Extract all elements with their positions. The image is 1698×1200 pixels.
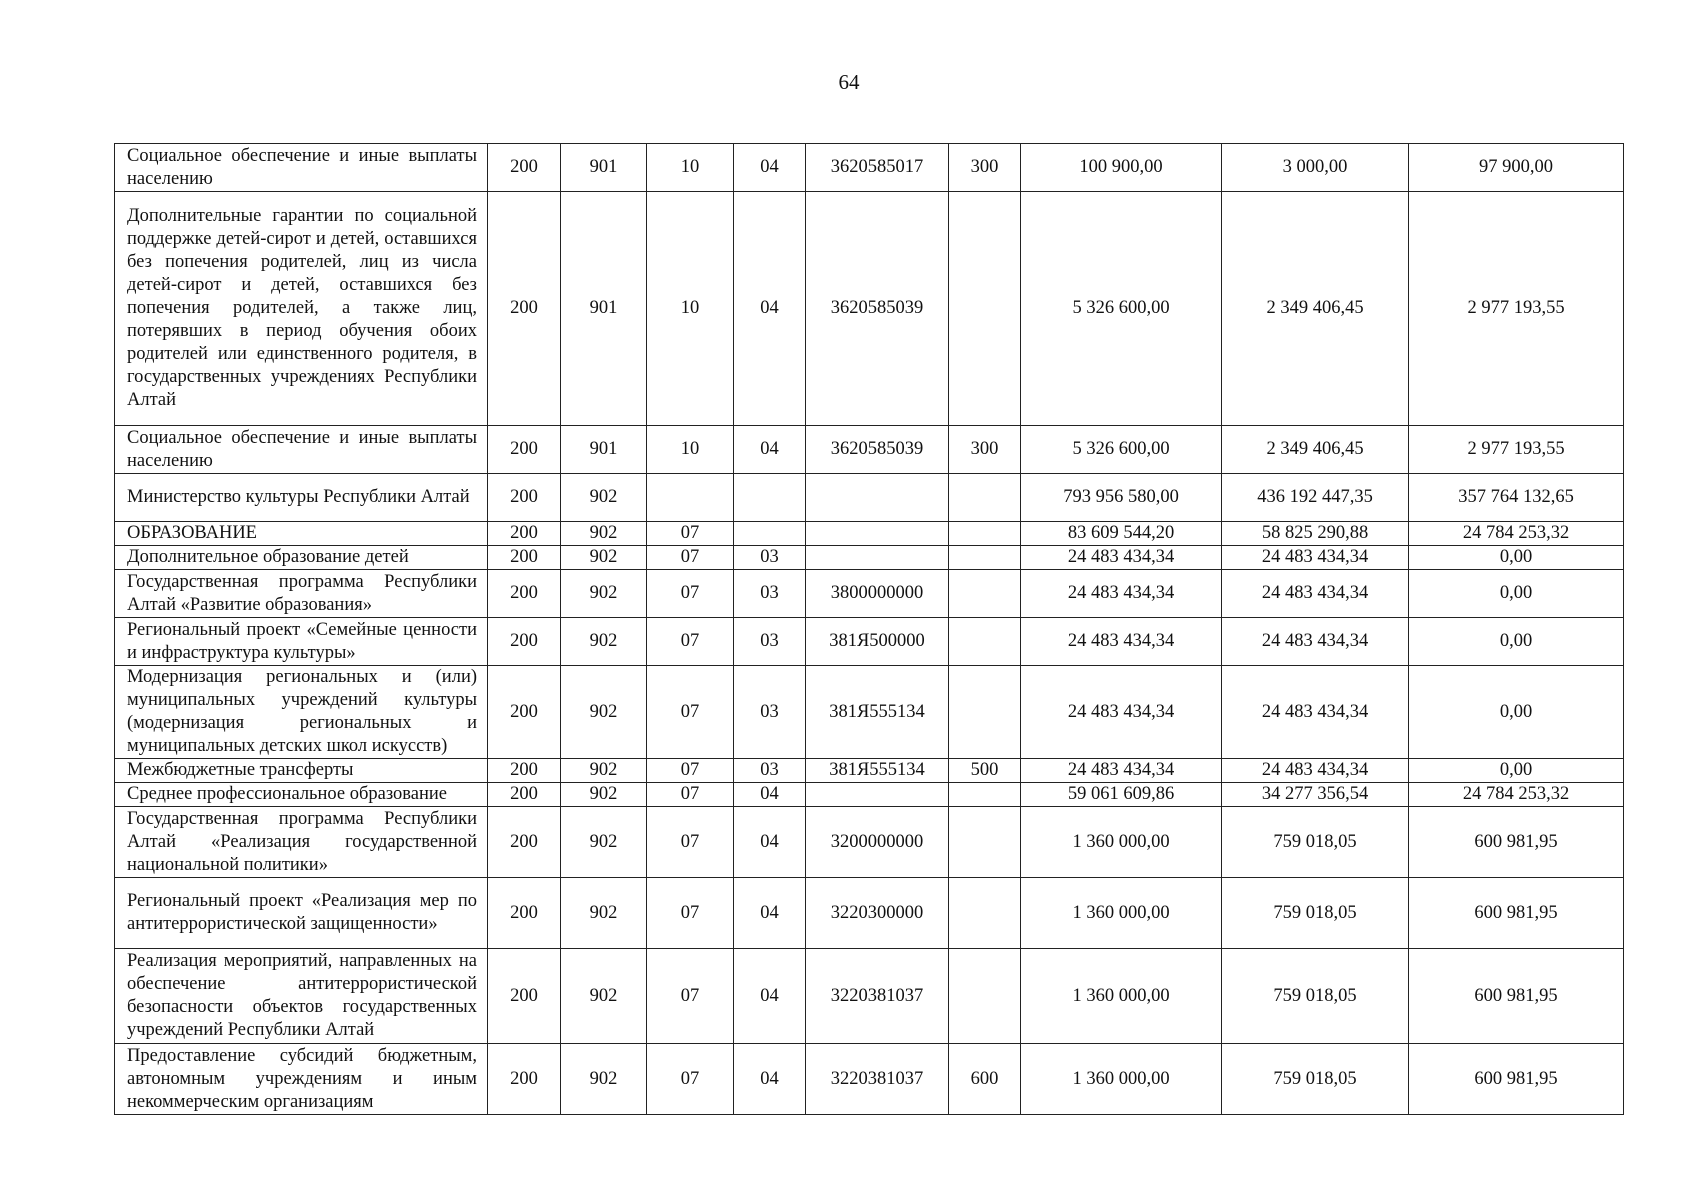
cell-sum-executed: 2 349 406,45 xyxy=(1222,426,1409,474)
cell-sum-executed: 34 277 356,54 xyxy=(1222,783,1409,807)
cell-ved: 902 xyxy=(561,878,647,949)
cell-sum-executed: 24 483 434,34 xyxy=(1222,570,1409,618)
cell-pr: 04 xyxy=(734,144,806,192)
cell-ved: 902 xyxy=(561,783,647,807)
cell-pr: 04 xyxy=(734,1044,806,1115)
cell-sum-remainder: 24 784 253,32 xyxy=(1409,522,1624,546)
cell-sum-total: 1 360 000,00 xyxy=(1021,878,1222,949)
cell-vr: 300 xyxy=(949,426,1021,474)
cell-vr: 300 xyxy=(949,144,1021,192)
cell-sum-remainder: 2 977 193,55 xyxy=(1409,426,1624,474)
cell-pr: 03 xyxy=(734,759,806,783)
cell-sum-remainder: 24 784 253,32 xyxy=(1409,783,1624,807)
cell-csr: 381Я555134 xyxy=(806,759,949,783)
cell-csr xyxy=(806,546,949,570)
cell-sum-executed: 759 018,05 xyxy=(1222,878,1409,949)
cell-rz: 07 xyxy=(647,570,734,618)
cell-csr xyxy=(806,474,949,522)
cell-ved: 902 xyxy=(561,807,647,878)
cell-rz xyxy=(647,474,734,522)
cell-name: Министерство культуры Республики Алтай xyxy=(115,474,488,522)
table-row xyxy=(115,807,1624,878)
cell-name: Социальное обеспечение и иные выплаты населению xyxy=(115,426,488,474)
table-row xyxy=(115,474,1624,522)
table-row xyxy=(115,546,1624,570)
cell-sum-executed: 3 000,00 xyxy=(1222,144,1409,192)
cell-rz: 07 xyxy=(647,807,734,878)
cell-sum-remainder: 0,00 xyxy=(1409,666,1624,759)
cell-gr: 200 xyxy=(488,783,561,807)
cell-sum-executed: 24 483 434,34 xyxy=(1222,618,1409,666)
cell-rz: 07 xyxy=(647,522,734,546)
cell-ved: 902 xyxy=(561,759,647,783)
cell-name: Среднее профессиональное образование xyxy=(115,783,488,807)
cell-sum-remainder: 600 981,95 xyxy=(1409,949,1624,1044)
cell-rz: 07 xyxy=(647,949,734,1044)
cell-sum-executed: 759 018,05 xyxy=(1222,1044,1409,1115)
table-row xyxy=(115,570,1624,618)
table-row xyxy=(115,618,1624,666)
cell-gr: 200 xyxy=(488,144,561,192)
cell-pr: 04 xyxy=(734,878,806,949)
cell-ved: 902 xyxy=(561,1044,647,1115)
cell-gr: 200 xyxy=(488,618,561,666)
cell-name: Реализация мероприятий, направленных на обеспечение антитеррористической безопасности объектов государственных учреждений Республики Алтай xyxy=(115,949,488,1044)
cell-sum-total: 24 483 434,34 xyxy=(1021,618,1222,666)
cell-rz: 10 xyxy=(647,426,734,474)
cell-gr: 200 xyxy=(488,807,561,878)
cell-sum-executed: 759 018,05 xyxy=(1222,807,1409,878)
cell-sum-total: 793 956 580,00 xyxy=(1021,474,1222,522)
table-row xyxy=(115,783,1624,807)
cell-name: Социальное обеспечение и иные выплаты населению xyxy=(115,144,488,192)
cell-pr xyxy=(734,474,806,522)
cell-gr: 200 xyxy=(488,666,561,759)
cell-vr xyxy=(949,522,1021,546)
cell-pr: 03 xyxy=(734,570,806,618)
cell-csr: 381Я555134 xyxy=(806,666,949,759)
cell-csr: 3620585017 xyxy=(806,144,949,192)
cell-vr xyxy=(949,618,1021,666)
cell-ved: 902 xyxy=(561,474,647,522)
cell-csr: 3220381037 xyxy=(806,949,949,1044)
cell-gr: 200 xyxy=(488,949,561,1044)
cell-ved: 901 xyxy=(561,192,647,426)
cell-sum-remainder: 0,00 xyxy=(1409,759,1624,783)
table-row xyxy=(115,759,1624,783)
cell-rz: 07 xyxy=(647,783,734,807)
cell-pr xyxy=(734,522,806,546)
cell-gr: 200 xyxy=(488,426,561,474)
cell-csr xyxy=(806,522,949,546)
cell-sum-total: 24 483 434,34 xyxy=(1021,759,1222,783)
cell-sum-remainder: 600 981,95 xyxy=(1409,878,1624,949)
cell-rz: 07 xyxy=(647,1044,734,1115)
cell-sum-total: 24 483 434,34 xyxy=(1021,666,1222,759)
cell-gr: 200 xyxy=(488,474,561,522)
cell-name: ОБРАЗОВАНИЕ xyxy=(115,522,488,546)
cell-sum-total: 1 360 000,00 xyxy=(1021,807,1222,878)
cell-sum-remainder: 600 981,95 xyxy=(1409,807,1624,878)
cell-vr xyxy=(949,666,1021,759)
cell-sum-total: 1 360 000,00 xyxy=(1021,1044,1222,1115)
cell-vr: 600 xyxy=(949,1044,1021,1115)
cell-ved: 902 xyxy=(561,666,647,759)
cell-sum-executed: 2 349 406,45 xyxy=(1222,192,1409,426)
cell-sum-executed: 24 483 434,34 xyxy=(1222,666,1409,759)
cell-csr: 3620585039 xyxy=(806,426,949,474)
cell-csr: 381Я500000 xyxy=(806,618,949,666)
cell-name: Межбюджетные трансферты xyxy=(115,759,488,783)
cell-vr xyxy=(949,474,1021,522)
cell-sum-remainder: 0,00 xyxy=(1409,546,1624,570)
cell-rz: 10 xyxy=(647,192,734,426)
cell-sum-remainder: 357 764 132,65 xyxy=(1409,474,1624,522)
cell-vr xyxy=(949,546,1021,570)
cell-csr: 3620585039 xyxy=(806,192,949,426)
cell-pr: 03 xyxy=(734,546,806,570)
cell-pr: 04 xyxy=(734,807,806,878)
cell-gr: 200 xyxy=(488,1044,561,1115)
cell-name: Государственная программа Республики Алтай «Развитие образования» xyxy=(115,570,488,618)
cell-sum-executed: 24 483 434,34 xyxy=(1222,759,1409,783)
cell-sum-remainder: 2 977 193,55 xyxy=(1409,192,1624,426)
cell-pr: 04 xyxy=(734,426,806,474)
cell-pr: 04 xyxy=(734,949,806,1044)
cell-sum-total: 24 483 434,34 xyxy=(1021,546,1222,570)
cell-csr: 3220381037 xyxy=(806,1044,949,1115)
cell-gr: 200 xyxy=(488,570,561,618)
cell-pr: 03 xyxy=(734,666,806,759)
cell-pr: 03 xyxy=(734,618,806,666)
cell-vr xyxy=(949,570,1021,618)
cell-csr: 3800000000 xyxy=(806,570,949,618)
cell-ved: 902 xyxy=(561,618,647,666)
table-row xyxy=(115,192,1624,426)
cell-rz: 07 xyxy=(647,618,734,666)
cell-csr xyxy=(806,783,949,807)
budget-table xyxy=(114,143,1624,1115)
cell-vr xyxy=(949,878,1021,949)
cell-sum-total: 83 609 544,20 xyxy=(1021,522,1222,546)
cell-name: Государственная программа Республики Алтай «Реализация государственной национальной политики» xyxy=(115,807,488,878)
cell-rz: 07 xyxy=(647,759,734,783)
table-body xyxy=(115,144,1624,1115)
cell-name: Региональный проект «Реализация мер по антитеррористической защищенности» xyxy=(115,878,488,949)
cell-name: Региональный проект «Семейные ценности и инфраструктура культуры» xyxy=(115,618,488,666)
cell-pr: 04 xyxy=(734,783,806,807)
cell-ved: 901 xyxy=(561,144,647,192)
cell-vr xyxy=(949,807,1021,878)
cell-sum-total: 5 326 600,00 xyxy=(1021,192,1222,426)
cell-gr: 200 xyxy=(488,759,561,783)
table-row xyxy=(115,878,1624,949)
cell-vr xyxy=(949,949,1021,1044)
cell-name: Предоставление субсидий бюджетным, автономным учреждениям и иным некоммерческим организациям xyxy=(115,1044,488,1115)
cell-sum-total: 1 360 000,00 xyxy=(1021,949,1222,1044)
cell-gr: 200 xyxy=(488,878,561,949)
table-row xyxy=(115,949,1624,1044)
cell-csr: 3220300000 xyxy=(806,878,949,949)
cell-sum-total: 100 900,00 xyxy=(1021,144,1222,192)
cell-vr: 500 xyxy=(949,759,1021,783)
cell-sum-total: 59 061 609,86 xyxy=(1021,783,1222,807)
cell-csr: 3200000000 xyxy=(806,807,949,878)
cell-sum-executed: 58 825 290,88 xyxy=(1222,522,1409,546)
table-row xyxy=(115,522,1624,546)
cell-gr: 200 xyxy=(488,546,561,570)
table-row xyxy=(115,426,1624,474)
cell-vr xyxy=(949,192,1021,426)
cell-rz: 07 xyxy=(647,666,734,759)
cell-rz: 10 xyxy=(647,144,734,192)
cell-name: Дополнительное образование детей xyxy=(115,546,488,570)
table-row xyxy=(115,144,1624,192)
table-row xyxy=(115,666,1624,759)
cell-sum-remainder: 97 900,00 xyxy=(1409,144,1624,192)
cell-ved: 902 xyxy=(561,949,647,1044)
cell-sum-executed: 759 018,05 xyxy=(1222,949,1409,1044)
cell-ved: 901 xyxy=(561,426,647,474)
cell-gr: 200 xyxy=(488,522,561,546)
cell-sum-remainder: 0,00 xyxy=(1409,618,1624,666)
page-number: 64 xyxy=(838,70,860,94)
cell-sum-total: 5 326 600,00 xyxy=(1021,426,1222,474)
cell-rz: 07 xyxy=(647,878,734,949)
cell-gr: 200 xyxy=(488,192,561,426)
cell-sum-executed: 24 483 434,34 xyxy=(1222,546,1409,570)
cell-sum-remainder: 600 981,95 xyxy=(1409,1044,1624,1115)
cell-name: Дополнительные гарантии по социальной поддержке детей-сирот и детей, оставшихся без попечения родителей, лиц из числа детей-сирот и детей, оставшихся без попечения родителей, а также лиц, потерявших в период обучения обоих родителей или единственного родителя, в государственных учреждениях Республики Алтай xyxy=(115,192,488,426)
cell-rz: 07 xyxy=(647,546,734,570)
cell-ved: 902 xyxy=(561,546,647,570)
cell-sum-remainder: 0,00 xyxy=(1409,570,1624,618)
cell-ved: 902 xyxy=(561,522,647,546)
table-row xyxy=(115,1044,1624,1115)
cell-pr: 04 xyxy=(734,192,806,426)
cell-vr xyxy=(949,783,1021,807)
cell-sum-executed: 436 192 447,35 xyxy=(1222,474,1409,522)
cell-name: Модернизация региональных и (или) муниципальных учреждений культуры (модернизация региональных и муниципальных детских школ искусств) xyxy=(115,666,488,759)
cell-sum-total: 24 483 434,34 xyxy=(1021,570,1222,618)
cell-ved: 902 xyxy=(561,570,647,618)
